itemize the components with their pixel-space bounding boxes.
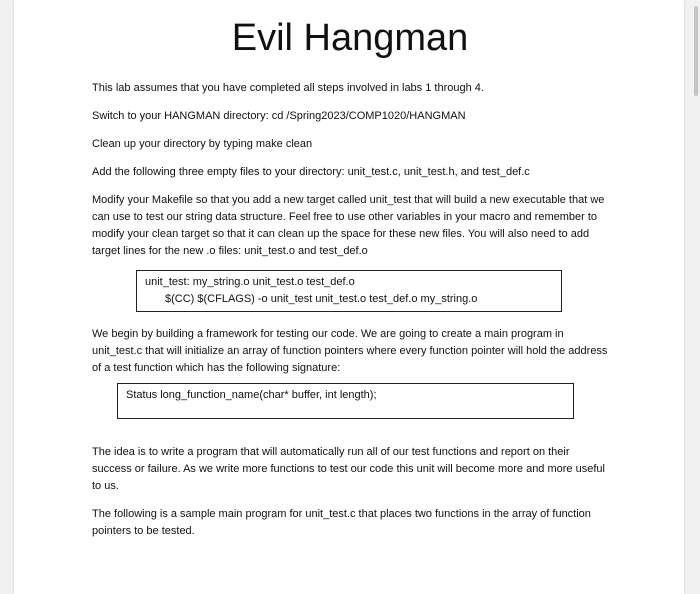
paragraph-switch-directory: Switch to your HANGMAN directory: cd /Spring2023/COMP1020/HANGMAN: [92, 110, 466, 122]
paragraph-intro: This lab assumes that you have completed all steps involved in labs 1 through 4.: [92, 82, 484, 94]
paragraph-clean-up: Clean up your directory by typing make clean: [92, 138, 313, 150]
makefile-command-line: $(CC) $(CFLAGS) -o unit_test unit_test.o test_def.o my_string.o: [165, 293, 478, 305]
signature-line: Status long_function_name(char* buffer, int length);: [126, 389, 377, 401]
paragraph-sample-main: The following is a sample main program for unit_test.c that places two functions in the array of function pointers to be tested.: [92, 508, 591, 537]
paragraph-modify-makefile: Modify your Makefile so that you add a new target called unit_test that will build a new executable that we can use to test our string data structure. Feel free to use other variables in your macro and remember to modify your clean target so that it can clean up the space for these new files. You will also need to add target lines for the new .o files: unit_test.o and test_def.o: [92, 194, 605, 257]
signature-code-box: [117, 383, 574, 419]
paragraph-framework: We begin by building a framework for testing our code. We are going to create a main program in unit_test.c that will initialize an array of function pointers where every function pointer will hold the address of a test function which has the following signature:: [92, 328, 608, 374]
vertical-scrollbar[interactable]: [694, 6, 698, 96]
paragraph-idea: The idea is to write a program that will automatically run all of our test functions and report on their success or failure. As we write more functions to test our code this unit will become more and more useful to us.: [92, 446, 605, 492]
document-title: Evil Hangman: [231, 17, 469, 59]
makefile-target-line: unit_test: my_string.o unit_test.o test_def.o: [145, 276, 355, 288]
makefile-code-box: [136, 270, 562, 312]
paragraph-add-files: Add the following three empty files to your directory: unit_test.c, unit_test.h, and test_def.c: [92, 166, 530, 178]
